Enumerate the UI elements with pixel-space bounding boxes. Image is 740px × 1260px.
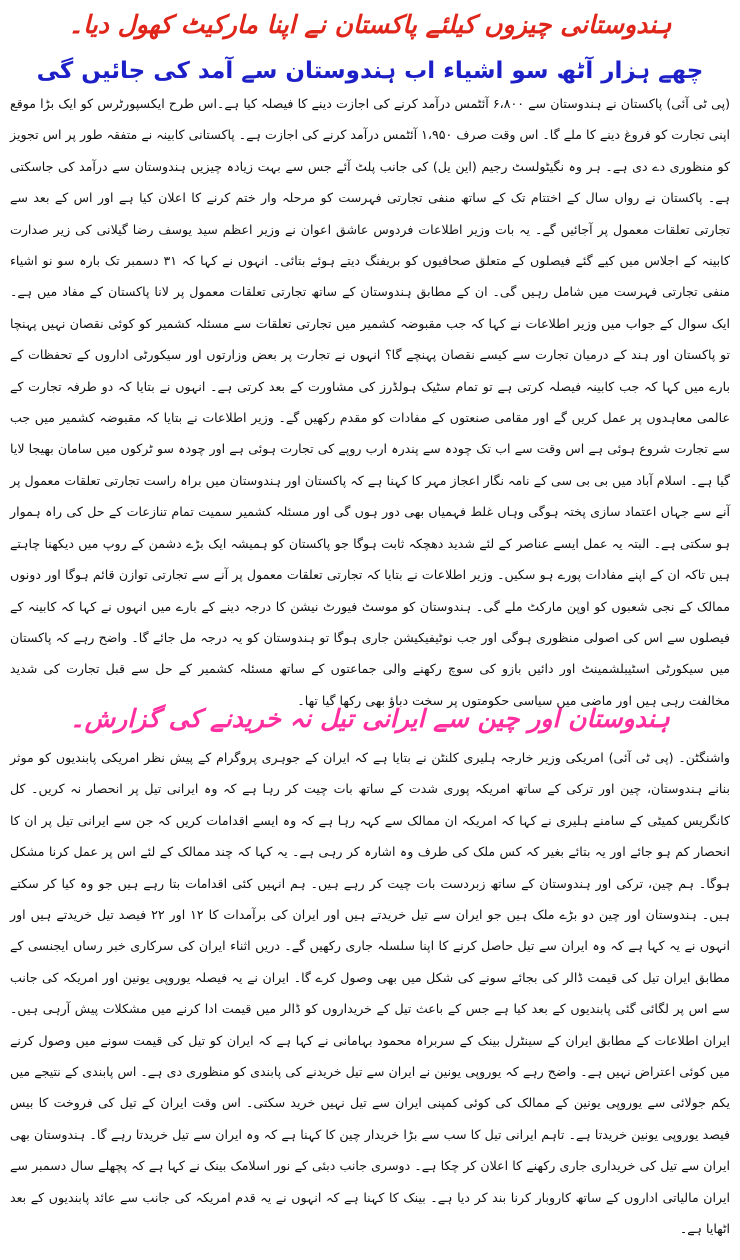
article1-body: (پی ٹی آئی) پاکستان نے ہندوستان سے ۶،۸۰۰ آئٹمس درآمد کرنے کی اجازت دینے کا فیصلہ کیا ہے۔اس طرح ایکسپورٹرس کو ایک بڑا موقع اپنی تجارت کو فروغ دینے کا ملے گا۔ اس وقت صرف ۱،۹۵۰ آئٹمس درآمد کرنے کی اجازت ہے۔ پاکستانی کابینہ نے متفقہ طور پر اس تجویز کو منظوری دے دی ہے۔ ہر وہ نگیٹولسٹ رجیم (این یل) کی جانب پلٹ آئے جس سے بہت زیادہ چیزیں ہندوستان سے درآمد کی جاسکتی ہے۔ پاکستان نے رواں سال کے اختتام تک کے ساتھ منفی تجارتی فہرست کو مرحلہ وار ختم کرنے کا اعلان کیا ہے اور اس کے بعد سے تجارتی تعلقات معمول پر آجائیں گے۔ یہ بات وزیر اطلاعات فردوس عاشق اعوان نے وزیر اعظم سید یوسف رضا گیلانی کی زیر صدارت کابینہ کے اجلاس میں کیے گئے فیصلوں کے متعلق صحافیوں کو بریفنگ دیتے ہوئے بتائی۔ انہوں نے کہا کہ ۳۱ دسمبر تک بارہ سو نو اشیاء منفی تجارتی فہرست میں شامل رہیں گی۔ ان کے مطابق ہندوستان کے ساتھ تجارتی تعلقات معمول پر لانا پاکستان کے مفاد میں ہے۔ ایک سوال کے جواب میں وزیر اطلاعات نے کہا کہ جب مقبوضہ کشمیر میں تجارتی تعلقات سے مسئلہ کشمیر کو کوئی نقصان نہیں پہنچا تو پاکستان اور ہند کے درمیان تجارت سے کیسے نقصان پہنچے گا؟ انہوں نے تجارت پر بعض وزارتوں اور سیکورٹی اداروں کے تحفظات کے بارے میں کہا کہ جب کابینہ فیصلہ کرتی ہے تو تمام سٹیک ہولڈرز کی مشاورت کے بعد کرتی ہے۔ انہوں نے بتایا کہ دو طرفہ تجارت کے عالمی معاہدوں پر عمل کریں گے اور مقامی صنعتوں کے مفادات کو مقدم رکھیں گے۔ وزیر اطلاعات نے بتایا کہ مقبوضہ کشمیر میں جب سے تجارت شروع ہوئی ہے اس وقت سے اب تک چودہ سے پندرہ ارب روپے کی تجارت ہوئی ہے اور چودہ سو ٹرکوں میں سامان بھیجا لایا گیا ہے۔ اسلام آباد میں بی بی سی کے نامہ نگار اعجاز مہر کا کہنا ہے کہ پاکستان اور ہندوستان میں براہ راست تجارتی تعلقات معمول پر آنے سے جہاں اعتماد سازی پختہ ہوگی وہاں غلط فہمیاں بھی دور ہوں گی اور مسئلہ کشمیر سمیت تمام تنازعات کے حل کی راہ ہموار ہو سکتی ہے۔ البتہ یہ عمل ایسے عناصر کے لئے شدید دھچکہ ثابت ہوگا جو پاکستان کو ہمیشہ ایک بڑے دشمن کے روپ میں دیکھنا چاہتے ہیں تاکہ ان کے اپنے مفادات پورے ہو سکیں۔ وزیر اطلاعات نے بتایا کہ تجارتی تعلقات معمول پر آنے سے تجارتی توازن قائم ہوگا اور دونوں ممالک کے نجی شعبوں کو اوپن مارکٹ ملے گی۔ ہندوستان کو موسٹ فیورٹ نیشن کا درجہ دینے کے بارے میں انہوں نے کہا کہ کابینہ کے فیصلوں سے اس کی اصولی منظوری ہوگی اور جب نوٹیفیکیشن جاری ہوگا تو ہندوستان کو یہ درجہ مل جائے گا۔ واضح رہے کہ پاکستان میں سیکورٹی اسٹیبلشمینٹ اور دائیں بازو کی سوچ رکھنے والی جماعتوں کے ساتھ مسئلہ کشمیر کے حل سے قبل تجارت کی شدید مخالفت رہی ہیں اور ماضی میں سیاسی حکومتوں پر سخت دباؤ بھی رکھا گیا تھا۔	[10, 96, 731, 708]
article2-body: واشنگٹن۔ (پی ٹی آئی) امریکی وزیر خارجہ ہلیری کلنٹن نے بتایا ہے کہ ایران کے جوہری پروگرام کے پیش نظر امریکی پابندیوں کو موثر بنانے ہندوستان، چین اور ترکی کے ساتھ امریکہ پوری شدت کے ساتھ بات چیت کر رہا ہے کہ وہ ایرانی تیل پر انحصار نہ کریں۔ کل کانگریس کمیٹی کے سامنے ہلیری نے کہا کہ امریکہ ان ممالک سے کہہ رہا ہے کہ وہ ایسے اقدامات کریں کہ جن سے ایرانی تیل پر ان کا انحصار کم ہو جائے اور یہ بتائے بغیر کہ کس ملک کی طرف وہ اشارہ کر رہی ہے۔ یہ کہا کہ چند ممالک کے لئے اس پر عمل کرنا مشکل ہوگا۔ ہم چین، ترکی اور ہندوستان کے ساتھ زبردست بات چیت کر رہے ہیں۔ ہم انہیں کئی اقدامات بتا رہے ہیں جو وہ کیا کر سکتے ہیں۔ ہندوستان اور چین دو بڑے ملک ہیں جو ایران سے تیل خریدتے ہیں اور ایران کی برآمدات کا ۱۲ اور ۲۲ فیصد تیل خریدتے ہیں اور انہوں نے یہ کہا ہے کہ وہ ایران سے تیل حاصل کرنے کا اپنا سلسلہ جاری رکھیں گے۔ دریں اثناء ایران کی سرکاری خبر رساں ایجنسی کے مطابق ایران تیل کی قیمت ڈالر کی بجائے سونے کی شکل میں بھی وصول کرے گا۔ ایران نے یہ فیصلہ یوروپی یونین اور امریکہ کی جانب سے اس پر لگائی گئی پابندیوں کے بعد کیا ہے جس کے باعث تیل کے خریداروں کو ڈالر میں قیمت ادا کرنے میں مشکلات پیش آرہی ہیں۔ ایران اطلاعات کے مطابق ایران کے سینٹرل بینک کے سربراہ محمود بہامانی نے کہا ہے کہ ایران کو تیل کی قیمت سونے میں وصول کرنے میں کوئی اعتراض نہیں ہے۔ واضح رہے کہ یوروپی یونین نے ایران سے تیل خریدنے کی پابندی کو منظوری دی ہے۔ اس پابندی کے نتیجے میں یکم جولائی سے یوروپی یونین کے ممالک کی کوئی کمپنی ایران سے تیل نہیں خرید سکتی۔ اس وقت ایران کے تیل کی فروخت کا بیس فیصد یوروپی یونین خریدتا ہے۔ تاہم ایرانی تیل کا سب سے بڑا خریدار چین کا کہنا ہے کہ وہ ایران سے تیل خریدتا رہے گا۔ ہندوستان بھی ایران سے تیل کی خریداری جاری رکھنے کا اعلان کر چکا ہے۔ دوسری جانب دبئی کے نور اسلامک بینک نے کہا ہے کہ پچھلے سال دسمبر سے ایران مالیاتی اداروں کے ساتھ کاروبار کرنا بند کر دیا ہے۔ بینک کا کہنا ہے کہ انہوں نے یہ قدم امریکہ کی جانب سے عائد پابندیوں کے بعد اٹھایا ہے۔	[10, 750, 731, 1237]
article2-headline: ہندوستان اور چین سے ایرانی تیل نہ خریدنے کی گزارش۔	[70, 704, 670, 733]
article1-subheadline: چھے ہزار آٹھ سو اشیاء اب ہندوستان سے آمد کی جائیں گی	[36, 58, 704, 84]
article1-headline: ہندوستانی چیزوں کیلئے پاکستان نے اپنا مارکیٹ کھول دیا۔	[68, 10, 672, 39]
